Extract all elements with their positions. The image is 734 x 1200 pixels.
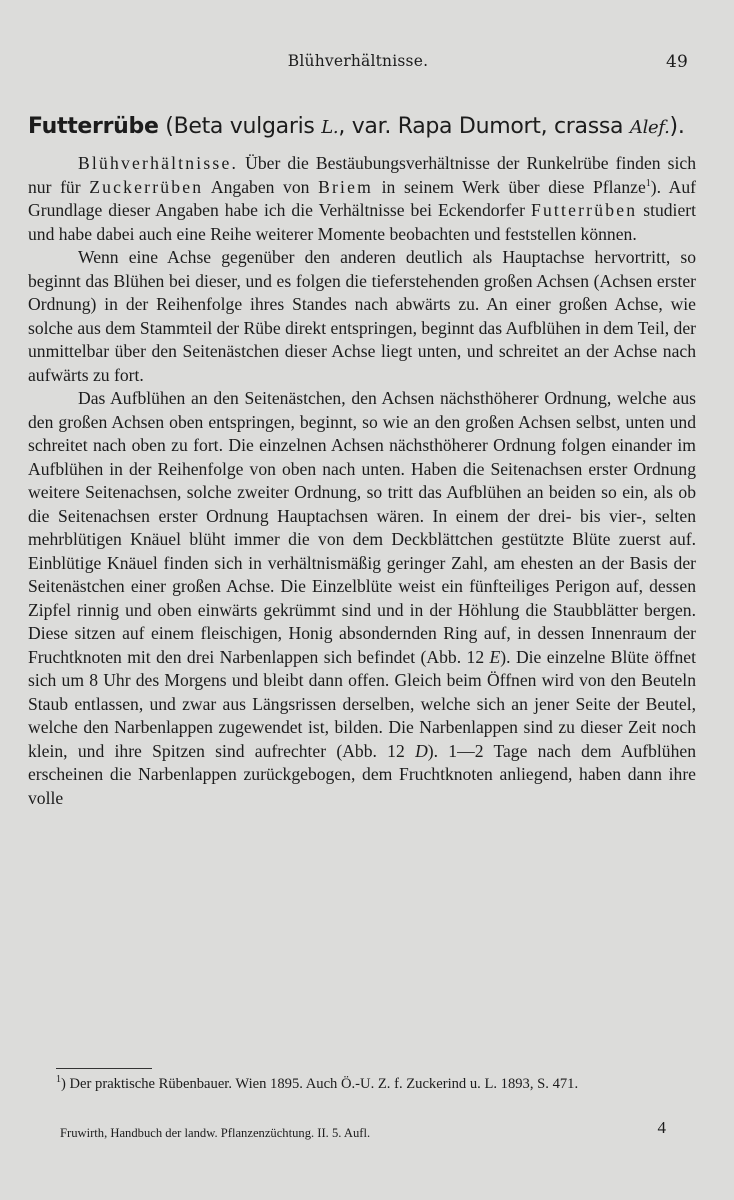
spaced-term: Blühverhältnisse.	[78, 153, 239, 173]
paragraph-2: Wenn eine Achse gegenüber den anderen deutlich als Hauptachse hervortritt, so beginnt das Blühen bei dieser, und es folgen die tieferstehenden großen Achsen (Achsen erster Ordnung) in der Reihenfolge ihres Standes nach abwärts zu. An einer großen Achse, wie solche aus dem Stammteil der Rübe direkt entspringen, beginnt das Aufblühen in dem Teil, der unmittelbar über den Seitenästchen dieser Achse liegt unten, und schreitet an der Achse nach aufwärts zu fort.	[28, 247, 696, 385]
footnote-marker: 1	[56, 1074, 61, 1086]
footnote-text: ) Der praktische Rübenbauer. Wien 1895. Auch Ö.-U. Z. f. Zuckerind u. L. 1893, S. 471.	[61, 1076, 579, 1092]
footnote-line	[28, 1074, 696, 1094]
page-number: 49	[665, 52, 688, 72]
paragraph-3-text-b: ). Die einzelne Blüte öffnet sich um 8 Uhr des Morgens und bleibt dann offen. Gleich beim Öffnen wird von den Beuteln Staub entlassen, und zwar aus Längsrissen derselben, welche sich an jener Seite der Beutel, welche den Narbenlappen zugewendet ist, bilden. Die Narbenlappen sind zu dieser Zeit noch klein, und ihre Spitzen sind aufrechter (Abb. 12	[28, 646, 696, 761]
paragraph-1-text-b: Angaben von	[203, 176, 319, 197]
running-head	[28, 52, 688, 76]
paragraph-1-text-e: studiert und habe dabei auch eine Reihe weiterer Momente beobachten und feststellen können.	[28, 200, 697, 244]
body-text	[28, 152, 696, 810]
paragraph-3-text-a: Das Aufblühen an den Seitenästchen, den Achsen nächsthöherer Ordnung, welche aus den großen Achsen oben entspringen, beginnt, so wie an den großen Achsen selbst, unten und schreitet nach oben zu fort. Die einzelnen Achsen nächsthöherer Ordnung folgen einander im Aufblühen in der Reihenfolge von oben nach unten. Haben die Seitenachsen erster Ordnung weitere Seitenachsen, solche zweiter Ordnung, so tritt das Aufblühen an beiden so ein, als ob die Seitenachsen erster Ordnung Hauptachsen wären. In einem der drei- bis vier-, selten mehrblütigen Knäuel blüht immer die von dem Deckblättchen gestützte Blüte zuerst auf. Einblütige Knäuel finden sich in verhältnismäßig geringer Zahl, am ehesten an der Basis der Seitenästchen einer großen Achse. Die Einzelblüte weist ein fünfteiliges Perigon auf, dessen Zipfel rinnig und oben einwärts gekrümmt sind und in der Höhlung die Staubblätter bergen. Diese sitzen auf einem fleischigen, Honig absondernden Ring auf, in dessen Innenraum der Fruchtknoten mit den drei Narbenlappen sich befindet (Abb. 12	[28, 388, 696, 667]
footnote	[28, 1074, 696, 1094]
heading-end: ).	[669, 114, 685, 139]
signature-text: Fruwirth, Handbuch der landw. Pflanzenzüchtung. II. 5. Aufl.	[60, 1126, 371, 1140]
paragraph-1	[28, 152, 696, 246]
heading-latin-start: (Beta vulgaris	[158, 114, 322, 139]
paragraph-3-text-c: ). 1—2 Tage nach dem Aufblühen erscheinen die Narbenlappen zurückgebogen, dem Fruchtknoten anliegend, haben dann ihre volle	[28, 740, 696, 808]
paragraph-1-text-c: in seinem Werk über diese Pflanze	[373, 176, 646, 197]
sheet-number: 4	[657, 1118, 666, 1137]
heading-main: Futterrübe	[28, 114, 159, 139]
paragraph-3	[28, 387, 696, 810]
spaced-term: Futterrüben	[530, 200, 638, 220]
footnote-reference[interactable]: 1	[645, 177, 651, 189]
paragraph-1-text-d: ). Auf Grundlage dieser Angaben habe ich die Verhältnisse bei Eckendorfer	[28, 176, 697, 220]
heading-variety: , var. Rapa Dumort, crassa	[338, 114, 630, 139]
paragraph-1-text-a: Über die Bestäubungsverhältnisse der Runkelrübe finden sich nur für	[28, 153, 696, 197]
spaced-term: Zuckerrüben	[89, 176, 204, 197]
printer-signature	[28, 1118, 696, 1142]
figure-ref-letter: D	[415, 740, 428, 761]
running-head-title: Blühverhältnisse.	[287, 52, 429, 70]
section-heading	[28, 114, 718, 139]
figure-ref-letter: E	[489, 646, 501, 667]
heading-author-abbrev-2: Alef.	[629, 117, 670, 138]
spaced-author: Briem	[318, 176, 374, 197]
footnote-rule	[56, 1068, 152, 1069]
heading-author-abbrev: L.	[321, 117, 339, 138]
